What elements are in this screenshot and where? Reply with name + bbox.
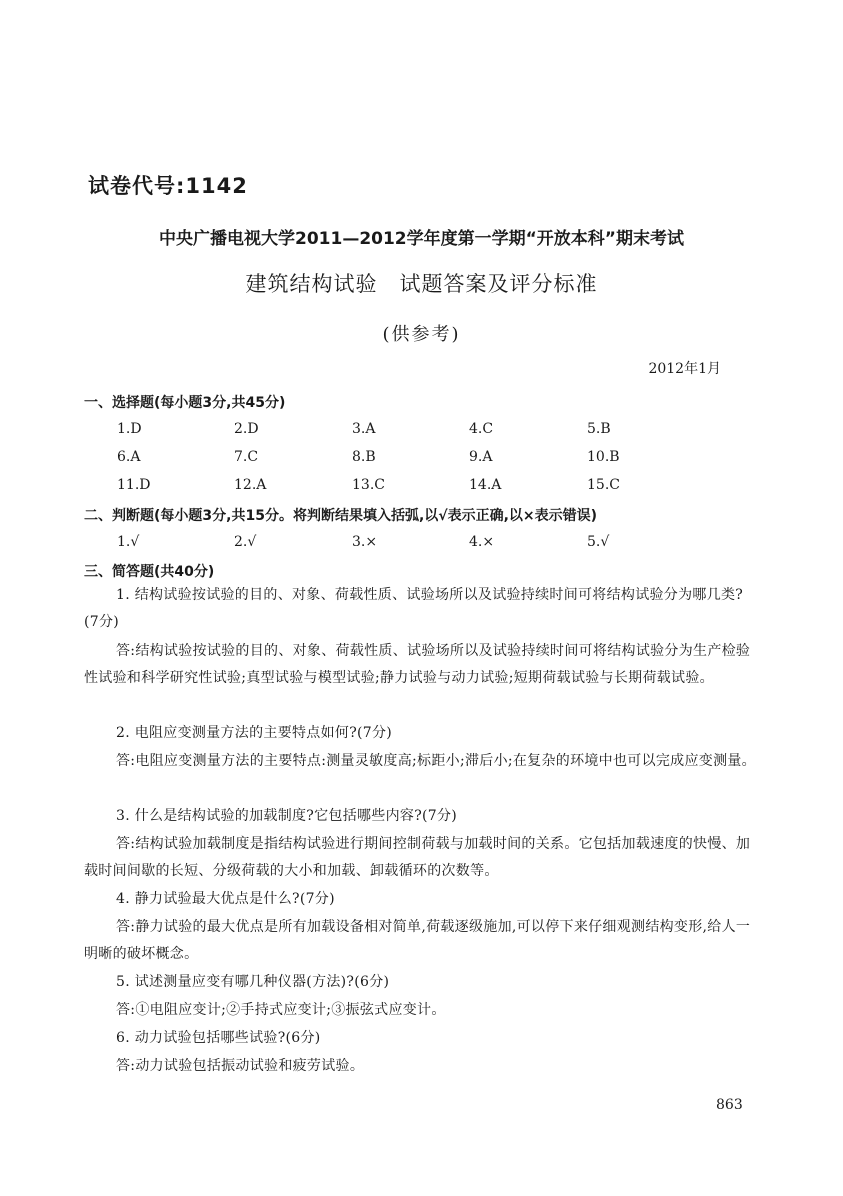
answer-item: 4.C — [469, 421, 494, 437]
answer-item: 13.C — [352, 477, 385, 493]
answer-1: 答:结构试验按试验的目的、对象、荷载性质、试验场所以及试验持续时间可将结构试验分为生产检验性试验和科学研究性试验;真型试验与模型试验;静力试验与动力试验;短期荷载试验与长期荷载试验。 — [84, 643, 751, 686]
section3-heading: 三、简答题(共40分) — [84, 564, 215, 580]
question-4: 4. 静力试验最大优点是什么?(7分) — [116, 891, 335, 907]
answer-3: 答:结构试验加载制度是指结构试验进行期间控制荷载与加载时间的关系。它包括加载速度的快慢、加载时间间歇的长短、分级荷载的大小和加载、卸载循环的次数等。 — [84, 836, 751, 879]
answer-item: 1.D — [117, 421, 142, 437]
question-5: 5. 试述测量应变有哪几种仪器(方法)?(6分) — [116, 974, 390, 990]
answer-item: 3.A — [352, 421, 376, 437]
answer-2: 答:电阻应变测量方法的主要特点:测量灵敏度高;标距小;滞后小;在复杂的环境中也可以完成应变测量。 — [116, 753, 756, 769]
answer-item: 12.A — [234, 477, 267, 493]
paper-code: 试卷代号:1142 — [88, 174, 248, 198]
answer-item: 4.× — [469, 534, 495, 550]
answer-4: 答:静力试验的最大优点是所有加载设备相对简单,荷载逐级施加,可以停下来仔细观测结构变形,给人一明晰的破坏概念。 — [84, 919, 751, 962]
answer-item: 2.√ — [234, 534, 257, 550]
answer-item: 9.A — [469, 449, 493, 465]
section2-heading: 二、判断题(每小题3分,共15分。将判断结果填入括弧,以√表示正确,以×表示错误) — [84, 508, 598, 524]
subject-title: 建筑结构试验 试题答案及评分标准 — [245, 272, 598, 296]
page-number: 863 — [716, 1097, 743, 1113]
question-1: 1. 结构试验按试验的目的、对象、荷载性质、试验场所以及试验持续时间可将结构试验分为哪几类?(7分) — [84, 587, 744, 630]
answer-item: 6.A — [117, 449, 141, 465]
exam-date: 2012年1月 — [648, 361, 721, 377]
question-6: 6. 动力试验包括哪些试验?(6分) — [116, 1030, 321, 1046]
answer-item: 5.√ — [587, 534, 610, 550]
question-3: 3. 什么是结构试验的加载制度?它包括哪些内容?(7分) — [116, 808, 458, 824]
answer-item: 8.B — [352, 449, 376, 465]
question-2: 2. 电阻应变测量方法的主要特点如何?(7分) — [116, 725, 393, 741]
answer-item: 1.√ — [117, 534, 140, 550]
exam-title: 中央广播电视大学2011—2012学年度第一学期“开放本科”期末考试 — [159, 229, 684, 249]
answer-item: 15.C — [587, 477, 620, 493]
answer-item: 3.× — [352, 534, 378, 550]
answer-item: 11.D — [117, 477, 151, 493]
answer-5: 答:①电阻应变计;②手持式应变计;③振弦式应变计。 — [116, 1002, 446, 1018]
section1-heading: 一、选择题(每小题3分,共45分) — [84, 395, 286, 411]
answer-item: 2.D — [234, 421, 259, 437]
answer-item: 10.B — [587, 449, 620, 465]
reference-note: (供参考) — [382, 324, 461, 345]
answer-item: 7.C — [234, 449, 259, 465]
answer-item: 5.B — [587, 421, 611, 437]
answer-item: 14.A — [469, 477, 502, 493]
answer-6: 答:动力试验包括振动试验和疲劳试验。 — [116, 1058, 365, 1074]
